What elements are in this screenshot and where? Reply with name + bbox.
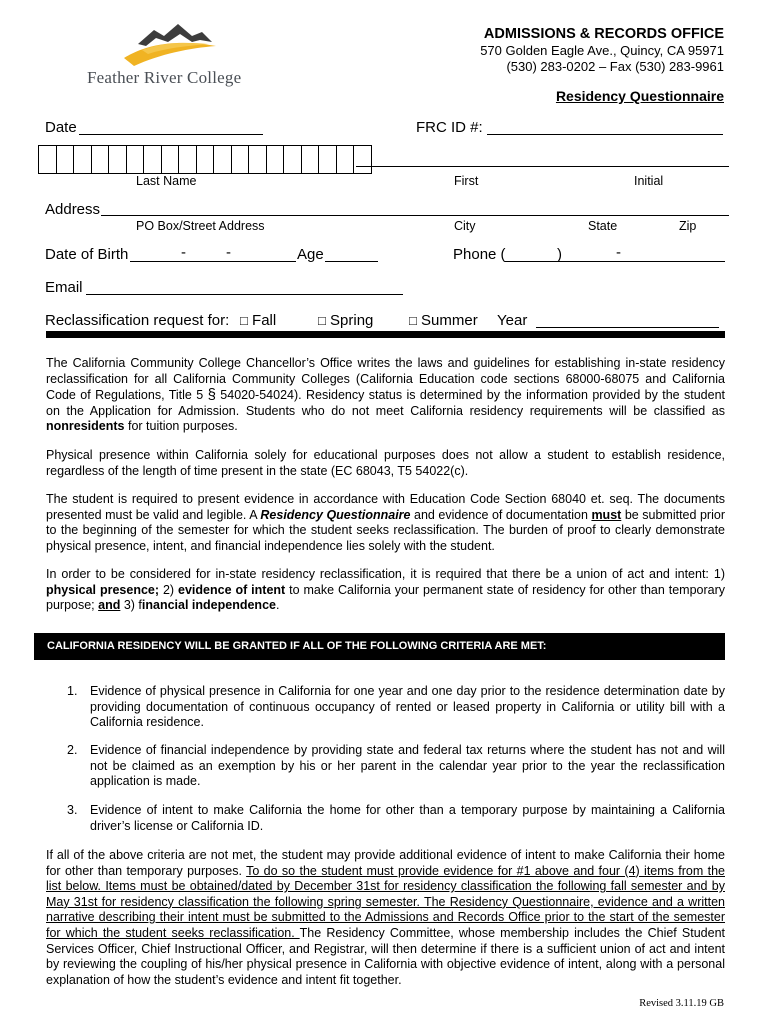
office-phone-fax: (530) 283-0202 – Fax (530) 283-9961 [506,59,724,74]
year-field[interactable] [536,312,719,328]
criteria-item: 3. Evidence of intent to make California the home for other than a temporary purpose by maintaining a California driver’s license or California ID. [67,803,725,833]
phone-field[interactable] [505,246,725,262]
section-divider [46,331,725,338]
union-paragraph: In order to be considered for in-state residency reclassification, it is required that there be a union of act and intent: 1) physical presence; 2) evidence of intent to make California your permanent state of residency for other than temporary purpose; and 3) financial independence. [46,567,725,613]
college-logo-mountains-icon [120,20,220,68]
dob-field[interactable] [130,246,296,262]
last-name-boxes[interactable] [38,145,372,174]
email-label: Email [45,279,83,296]
office-title: ADMISSIONS & RECORDS OFFICE [483,26,724,42]
dob-label: Date of Birth [45,246,129,263]
address-field[interactable] [101,215,729,216]
spring-option[interactable] [318,312,373,329]
address-label: Address [45,201,101,218]
year-label: Year [497,312,528,329]
date-label: Date [45,119,77,136]
fall-checkbox-icon[interactable]: □ [240,313,248,328]
frc-id-label: FRC ID #: [416,119,483,136]
reclass-label: Reclassification request for: [45,312,230,329]
evidence-paragraph: The student is required to present evidence in accordance with Education Code Section 68040 et. seq. The documents presented must be valid and legible. A Residency Questionnaire and evidence of documentation must be submitted prior to the beginning of the semester for which the student seeks reclassification. The burden of proof to clearly demonstrate physical presence, intent, and financial independence lies solely with the student. [46,492,725,553]
age-label: Age [297,246,324,263]
college-name: Feather River College [87,68,242,87]
summer-checkbox-icon[interactable]: □ [409,313,417,328]
state-label: State [588,219,618,233]
initial-label: Initial [634,174,664,188]
date-field[interactable] [79,119,263,135]
fall-option[interactable] [240,312,276,329]
spring-label: Spring [330,312,374,329]
age-field[interactable] [325,246,378,262]
city-label: City [454,219,476,233]
dob-sep-2: - [226,244,231,261]
street-label: PO Box/Street Address [136,219,265,233]
office-address: 570 Golden Eagle Ave., Quincy, CA 95971 [480,43,724,58]
last-name-label: Last Name [136,174,197,188]
zip-label: Zip [679,219,697,233]
first-initial-field[interactable] [356,166,729,167]
phone-dash: - [616,244,621,261]
physical-presence-paragraph: Physical presence within California solely for educational purposes does not allow a student to establish residence, regardless of the length of time present in the state (EC 68043, T5 54022(c). [46,448,725,478]
criteria-header: CALIFORNIA RESIDENCY WILL BE GRANTED IF ALL OF THE FOLLOWING CRITERIA ARE MET: [34,633,725,660]
revision-note: Revised 3.11.19 GB [639,998,724,1009]
criteria-item: 1. Evidence of physical presence in California for one year and one day prior to the residence determination date by providing documentation of continuous occupancy of rented or leased property in California or utility bill with a California residence. [67,684,725,730]
spring-checkbox-icon[interactable]: □ [318,313,326,328]
frc-id-field[interactable] [487,119,723,135]
form-title: Residency Questionnaire [555,88,724,104]
criteria-item: 2. Evidence of financial independence by providing state and federal tax returns where the student has not and will not be claimed as an exemption by his or her parent in the calendar year prior to the year the reclassification application is made. [67,743,725,789]
summer-label: Summer [421,312,478,329]
additional-evidence-paragraph: If all of the above criteria are not met, the student may provide additional evidence of intent to make California their home for other than temporary purposes. To do so the student must provide evidence for #1 above and four (4) items from the list below. Items must be obtained/dated by December 31st for residency classification the following fall semester and by May 31st for residency classification the following spring semester. The Residency Questionnaire, evidence and a written narrative describing their intent must be submitted to the Admissions and Records Office prior to the start of the semester for which the student seeks reclassification. The Residency Committee, whose membership includes the Chief Student Services Officer, Chief Instructional Officer, and Registrar, will then determine if there is a sufficient union of act and intent by reviewing the coupling of his/her physical presence in California with objective evidence of intent, along with a personal explanation of how the student’s evidence and intent fit together. [46,848,726,987]
phone-label: Phone ( [453,246,506,263]
first-name-label: First [454,174,479,188]
fall-label: Fall [252,312,277,329]
summer-option[interactable] [409,312,478,329]
phone-paren: ) [557,246,562,263]
email-field[interactable] [86,279,403,295]
dob-sep-1: - [181,244,186,261]
intro-paragraph: The California Community College Chancellor’s Office writes the laws and guidelines for establishing in-state residency reclassification for all California Community Colleges (California Education code sections 68000-68075 and California Code of Regulations, Title 5 § 54020-54024). Residency status is determined by the information provided by the student on the Application for Admission. Students who do not meet California residency requirements will be classified as nonresidents for tuition purposes. [46,356,725,434]
